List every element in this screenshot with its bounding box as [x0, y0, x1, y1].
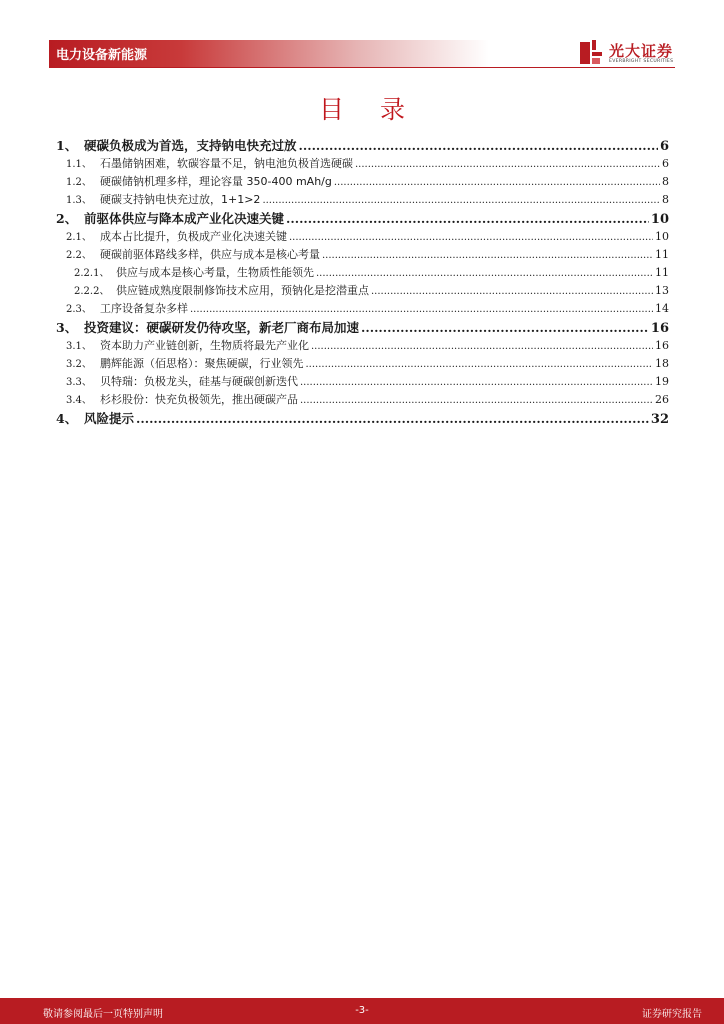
- footer-report-type: 证券研究报告: [642, 1009, 702, 1020]
- toc-entry[interactable]: [56, 155, 669, 173]
- toc-entry[interactable]: [56, 409, 669, 428]
- toc-entry-page: 32: [650, 412, 669, 427]
- toc-entry-number: 3.4、: [66, 395, 92, 406]
- toc-entry[interactable]: [56, 264, 669, 282]
- toc-entry-number: 3、: [56, 320, 78, 335]
- toc-entry-page: 8: [662, 175, 669, 188]
- toc-entry-page: 18: [655, 357, 669, 370]
- toc-entry-number: 3.3、: [66, 377, 92, 388]
- toc-entry-title: 贝特瑞：负极龙头，硅基与硬碳创新迭代: [100, 375, 298, 388]
- logo-text-cn: 光大证券: [609, 42, 674, 60]
- footer-page-number: -3-: [355, 1005, 369, 1016]
- toc-entry-title: 杉杉股份：快充负极领先，推出硬碳产品: [100, 393, 298, 406]
- toc-entry-title: 供应与成本是核心考量，生物质性能领先: [116, 266, 314, 279]
- toc-entry-title: 鹏辉能源（佰思格）：聚焦硬碳，行业领先: [100, 357, 304, 370]
- toc-dot-leader: [299, 138, 658, 153]
- toc-entry-page: 13: [655, 284, 669, 297]
- toc-entry-title: 投资建议：硬碳研发仍待攻坚，新老厂商布局加速: [84, 320, 360, 335]
- toc-entry-page: 16: [655, 339, 669, 352]
- toc-entry-page: 11: [655, 248, 669, 261]
- toc-entry[interactable]: [56, 209, 669, 228]
- footer-disclaimer: 敬请参阅最后一页特别声明: [43, 1009, 163, 1020]
- toc-dot-leader: [190, 304, 653, 315]
- toc-dot-leader: [371, 286, 653, 297]
- toc-entry-title: 硬碳储钠机理多样，理论容量 350-400 mAh/g: [100, 175, 332, 188]
- toc-entry[interactable]: [56, 173, 669, 191]
- page-title: 目录: [318, 95, 441, 124]
- toc-entry-number: 2.2.2、: [74, 286, 110, 297]
- toc-entry[interactable]: [56, 391, 669, 409]
- toc-entry[interactable]: [56, 373, 669, 391]
- toc-entry-number: 1、: [56, 138, 78, 153]
- toc-entry-number: 3.1、: [66, 341, 92, 352]
- toc-entry-page: 14: [655, 302, 669, 315]
- toc-entry-number: 2.2、: [66, 250, 92, 261]
- toc-dot-leader: [361, 320, 649, 335]
- logo-mark-icon: [580, 40, 604, 64]
- toc-dot-leader: [322, 250, 653, 261]
- toc-dot-leader: [306, 359, 654, 370]
- toc-entry-number: 2.2.1、: [74, 268, 110, 279]
- toc-entry[interactable]: [56, 228, 669, 246]
- toc-entry[interactable]: [56, 318, 669, 337]
- toc-entry[interactable]: [56, 355, 669, 373]
- header-divider: [49, 67, 675, 68]
- toc-entry-page: 10: [655, 230, 669, 243]
- toc-entry-title: 工序设备复杂多样: [100, 302, 188, 315]
- logo-text-en: EVERBRIGHT SECURITIES: [609, 59, 674, 64]
- toc-entry-number: 2.3、: [66, 304, 92, 315]
- header-section-label: 电力设备新能源: [56, 48, 148, 63]
- toc-dot-leader: [355, 159, 660, 170]
- toc-entry-title: 成本占比提升，负极成产业化决速关键: [100, 230, 287, 243]
- toc-entry-title: 硬碳支持钠电快充过放，1+1>2: [100, 193, 261, 206]
- toc-entry-title: 石墨储钠困难，软碳容量不足，钠电池负极首选硬碳: [100, 157, 353, 170]
- toc-dot-leader: [316, 268, 653, 279]
- toc-entry-title: 风险提示: [84, 411, 135, 426]
- toc-entry-number: 1.1、: [66, 159, 92, 170]
- toc-entry-number: 4、: [56, 411, 78, 426]
- toc-entry-page: 10: [650, 212, 669, 227]
- toc-entry-page: 6: [662, 157, 669, 170]
- table-of-contents: [56, 136, 669, 428]
- toc-entry-page: 6: [659, 139, 669, 154]
- toc-entry-number: 3.2、: [66, 359, 92, 370]
- toc-dot-leader: [300, 395, 653, 406]
- company-logo: [580, 38, 680, 66]
- toc-entry-page: 11: [655, 266, 669, 279]
- toc-entry-title: 资本助力产业链创新，生物质将最先产业化: [100, 339, 309, 352]
- toc-entry-number: 2.1、: [66, 232, 92, 243]
- toc-entry-number: 1.2、: [66, 177, 92, 188]
- toc-entry[interactable]: [56, 191, 669, 209]
- toc-entry-title: 供应链成熟度限制修饰技术应用，预钠化是挖潜重点: [116, 284, 369, 297]
- toc-dot-leader: [300, 377, 653, 388]
- toc-entry[interactable]: [56, 136, 669, 155]
- toc-dot-leader: [136, 411, 649, 426]
- toc-entry[interactable]: [56, 282, 669, 300]
- toc-dot-leader: [289, 232, 653, 243]
- toc-entry-page: 8: [662, 193, 669, 206]
- toc-entry-page: 26: [655, 393, 669, 406]
- toc-dot-leader: [262, 195, 660, 206]
- toc-entry[interactable]: [56, 246, 669, 264]
- toc-entry-number: 1.3、: [66, 195, 92, 206]
- toc-entry-title: 硬碳前驱体路线多样，供应与成本是核心考量: [100, 248, 320, 261]
- toc-entry[interactable]: [56, 337, 669, 355]
- toc-dot-leader: [334, 177, 660, 188]
- toc-entry-page: 16: [650, 321, 669, 336]
- toc-dot-leader: [311, 341, 653, 352]
- toc-entry-number: 2、: [56, 211, 78, 226]
- toc-entry-title: 前驱体供应与降本成产业化决速关键: [84, 211, 285, 226]
- toc-entry-page: 19: [655, 375, 669, 388]
- toc-entry-title: 硬碳负极成为首选，支持钠电快充过放: [84, 138, 297, 153]
- toc-entry[interactable]: [56, 300, 669, 318]
- toc-dot-leader: [286, 211, 649, 226]
